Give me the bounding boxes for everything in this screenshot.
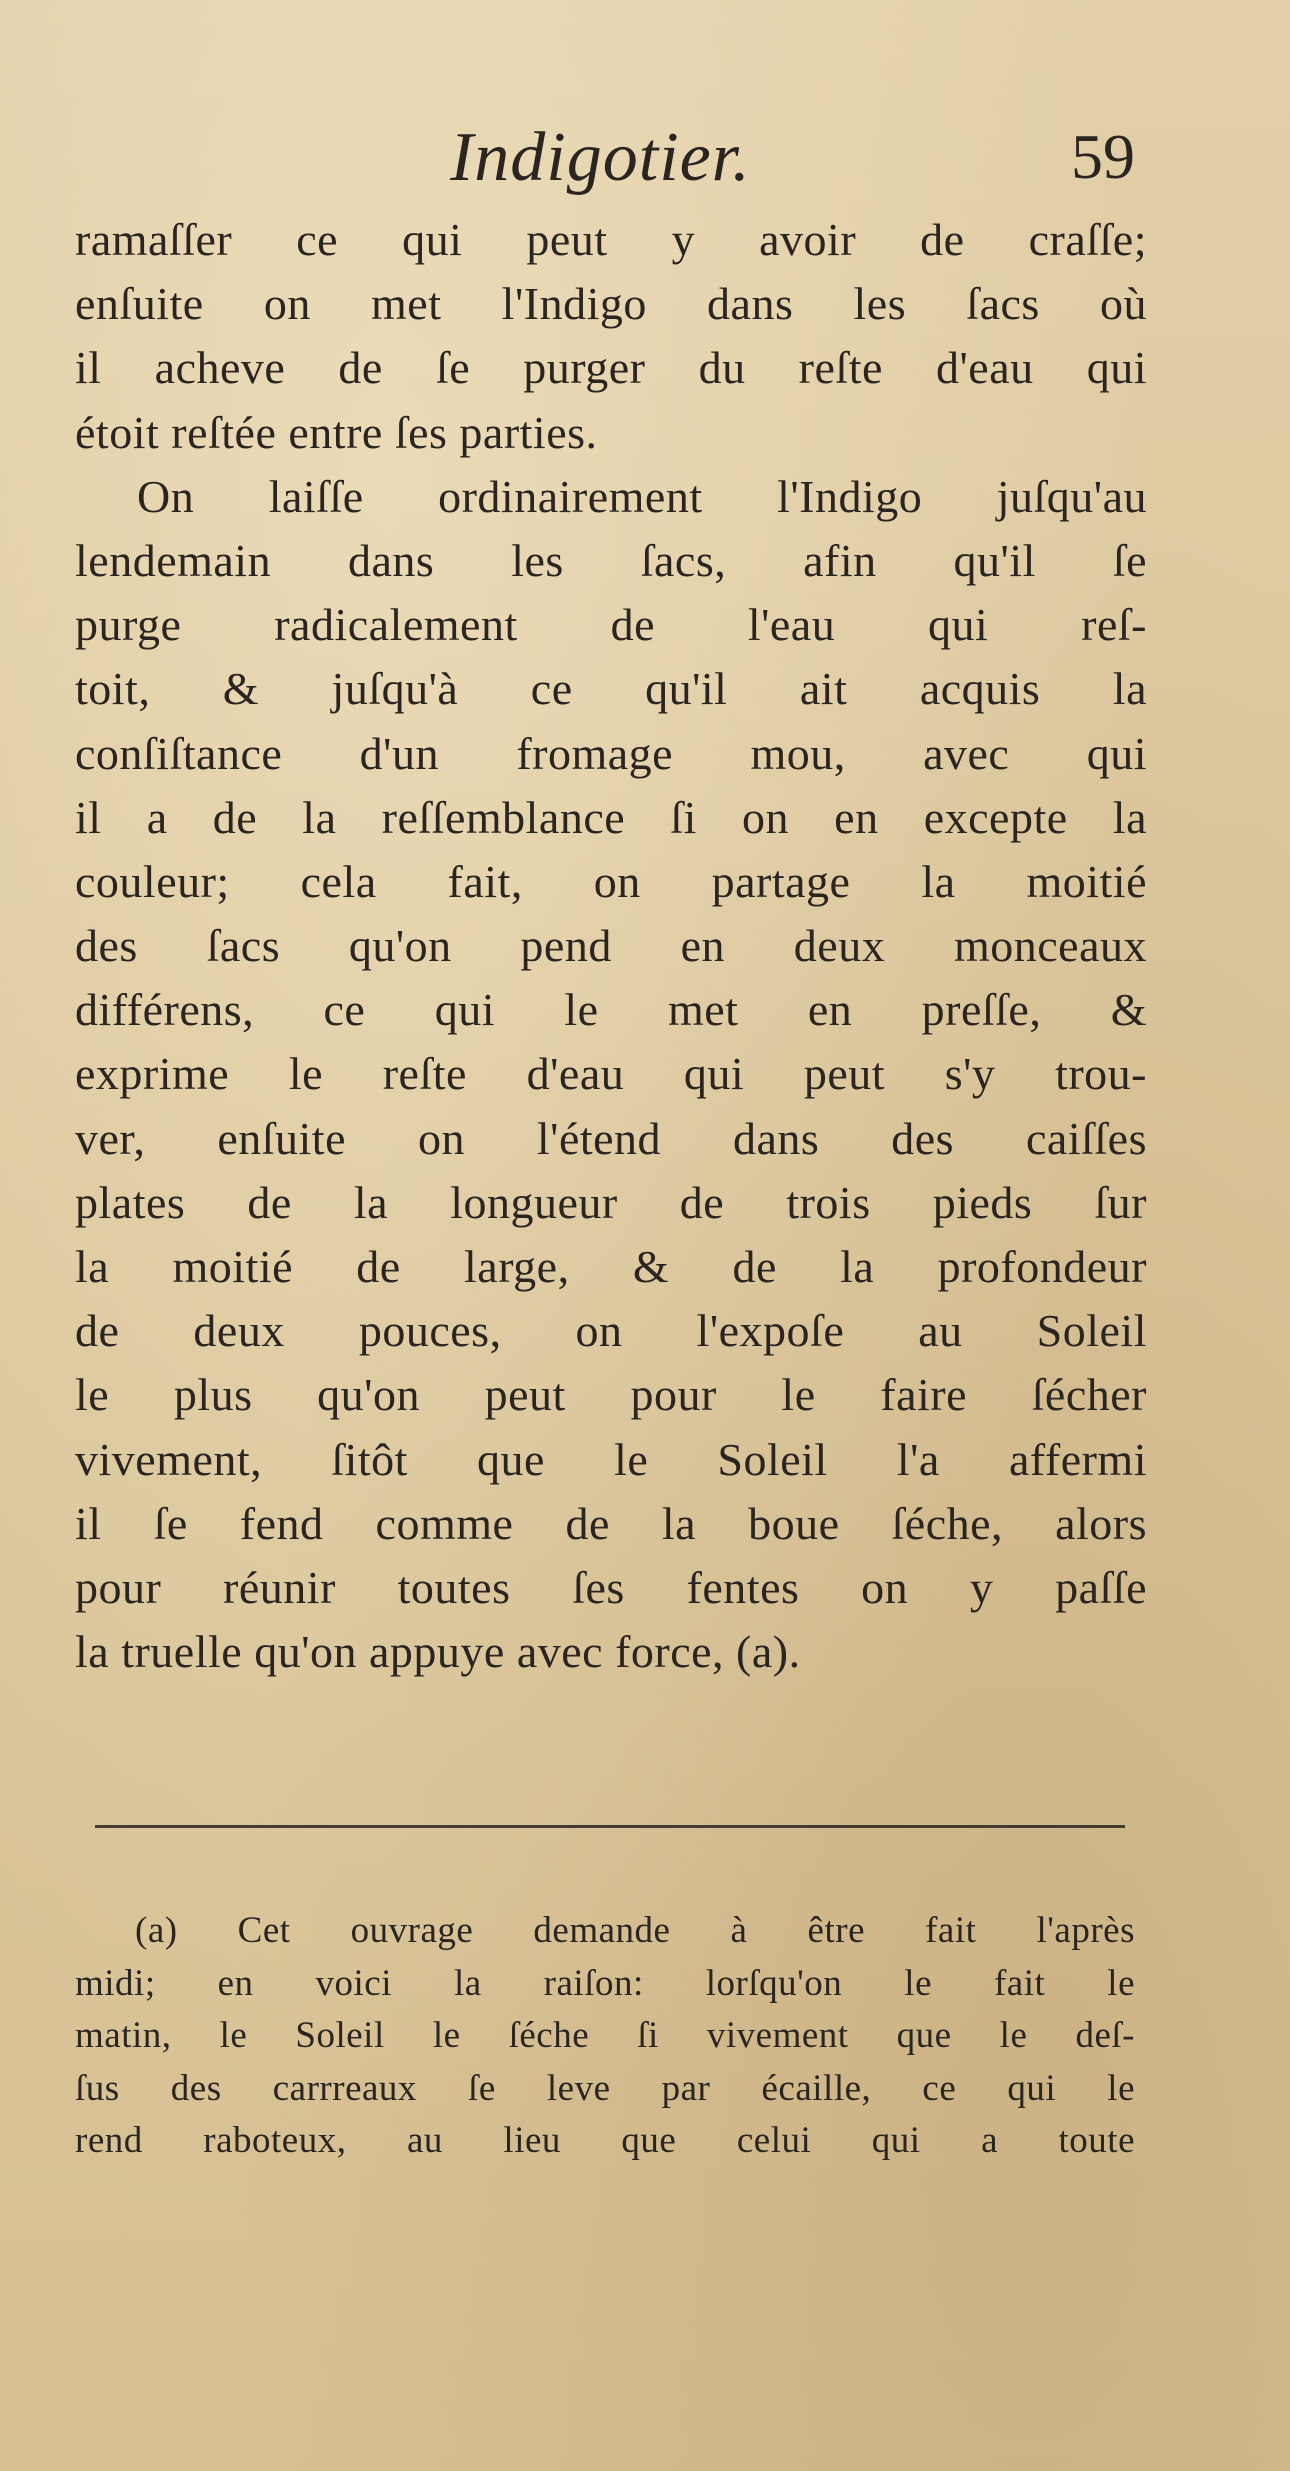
text-line: des ſacs qu'on pend en deux monceaux [75, 920, 1147, 972]
running-head [75, 118, 1135, 208]
text-line: pour réunir toutes ſes fentes on y paſſe [75, 1561, 1147, 1613]
text-line: le plus qu'on peut pour le faire ſécher [75, 1369, 1147, 1421]
text-line: On laiſſe ordinairement l'Indigo juſqu'au [137, 470, 1147, 522]
text-line: couleur; cela fait, on partage la moitié [75, 855, 1147, 907]
text-line: la moitié de large, & de la profondeur [75, 1241, 1147, 1292]
text-line: la truelle qu'on appuye avec force, (a). [75, 1626, 801, 1678]
text-line: exprime le reſte d'eau qui peut s'y trou- [75, 1048, 1147, 1100]
page-number: 59 [1071, 121, 1135, 192]
footnote-line: midi; en voici la raiſon: lorſqu'on le fait le [75, 1962, 1135, 2004]
text-line: il a de la reſſemblance ſi on en excepte la [75, 791, 1147, 843]
text-line: différens, ce qui le met en preſſe, & [75, 984, 1147, 1036]
text-line: lendemain dans les ſacs, afin qu'il ſe [75, 534, 1147, 586]
text-line: purge radicalement de l'eau qui reſ- [75, 599, 1147, 651]
text-line: ramaſſer ce qui peut y avoir de craſſe; [75, 214, 1147, 265]
footnote-line: matin, le Soleil le ſéche ſi vivement que le deſ- [75, 2015, 1135, 2056]
text-line: toit, & juſqu'à ce qu'il ait acquis la [75, 663, 1147, 715]
text-line: il ſe fend comme de la boue ſéche, alors [75, 1497, 1147, 1549]
text-line: vivement, ſitôt que le Soleil l'a affermi [75, 1433, 1147, 1485]
text-line: ver, enſuite on l'étend dans des caiſſes [75, 1112, 1147, 1164]
text-line: enſuite on met l'Indigo dans les ſacs où [75, 278, 1147, 330]
footnote-line: ſus des carrreaux ſe leve par écaille, ce qui le [75, 2067, 1135, 2109]
text-line: conſiſtance d'un fromage mou, avec qui [75, 727, 1147, 779]
body-text [75, 208, 1147, 1684]
footnote-line: rend raboteux, au lieu que celui qui a toute [75, 2120, 1135, 2161]
text-line: étoit reſtée entre ſes parties. [75, 406, 598, 458]
text-line: plates de la longueur de trois pieds ſur [75, 1176, 1147, 1228]
footnote [75, 1905, 1135, 2168]
footnote-separator-rule [95, 1825, 1125, 1828]
text-line: de deux pouces, on l'expoſe au Soleil [75, 1305, 1147, 1357]
text-line: il acheve de ſe purger du reſte d'eau qui [75, 342, 1147, 394]
footnote-line: (a) Cet ouvrage demande à être fait l'après [135, 1910, 1135, 1951]
running-title: Indigotier. [450, 119, 751, 196]
